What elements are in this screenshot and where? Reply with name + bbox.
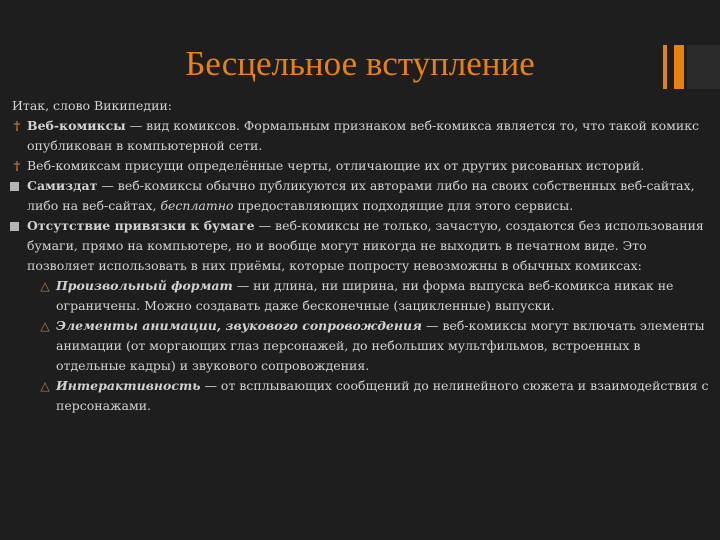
accent-bar-thin [663,45,667,89]
item-term: Самиздат [27,178,98,193]
slide-body [6,96,714,416]
item-term: Веб-комиксы [27,118,126,133]
triangle-icon: △ [40,279,50,293]
sub-list-item [6,276,714,316]
dagger-icon: † [13,158,21,173]
item-term: Отсутствие привязки к бумаге [27,218,255,233]
triangle-icon: △ [40,319,50,333]
item-text: — от всплывающих сообщений до нелинейного сюжета и взаимодействия с персонажами. [56,378,709,413]
accent-bar-dark [687,45,720,89]
item-term: Элементы анимации, звукового сопровождения [56,318,422,333]
square-icon [10,182,19,191]
item-text: — веб-комиксы не только, зачастую, создаются без использования бумаги, прямо на компьютере, но и вообще могут никогда не выходить в печатном виде. Это позволяет использовать в них приёмы, которые попросту невозможны в обычных комиксах: [27,218,704,273]
intro-text: Итак, слово Википедии: [12,98,172,113]
item-text: предоставляющих подходящие для этого сервисы. [233,198,574,213]
triangle-icon: △ [40,379,50,393]
item-text: Веб-комиксам присущи определённые черты, отличающие их от других рисованых историй. [27,158,645,173]
item-text: — веб-комиксы могут включать элементы анимации (от моргающих глаз персонажей, до небольших мультфильмов, встроенных в отдельные кадры) и звукового сопровождения. [56,318,705,373]
sub-list-item [6,376,714,416]
item-emphasis: бесплатно [160,198,234,213]
item-term: Произвольный формат [56,278,233,293]
dagger-icon: † [13,118,21,133]
item-text: — вид комиксов. Формальным признаком веб-комикса является то, что такой комикс опубликован в компьютерной сети. [27,118,700,153]
square-icon [10,222,19,231]
sub-list-item [6,316,714,376]
list-item [6,156,714,176]
item-text: — веб-комиксы обычно публикуются их авторами либо на своих собственных веб-сайтах, либо на веб-сайтах, [27,178,695,213]
slide-title: Бесцельное вступление [185,44,535,83]
list-item [6,116,714,156]
item-term: Интерактивность [56,378,201,393]
list-item [6,216,714,276]
item-text: — ни длина, ни ширина, ни форма выпуска веб-комикса никак не ограничены. Можно создавать даже бесконечные (зацикленные) выпуски. [56,278,674,313]
accent-bar-thick [674,45,684,89]
list-item [6,176,714,216]
